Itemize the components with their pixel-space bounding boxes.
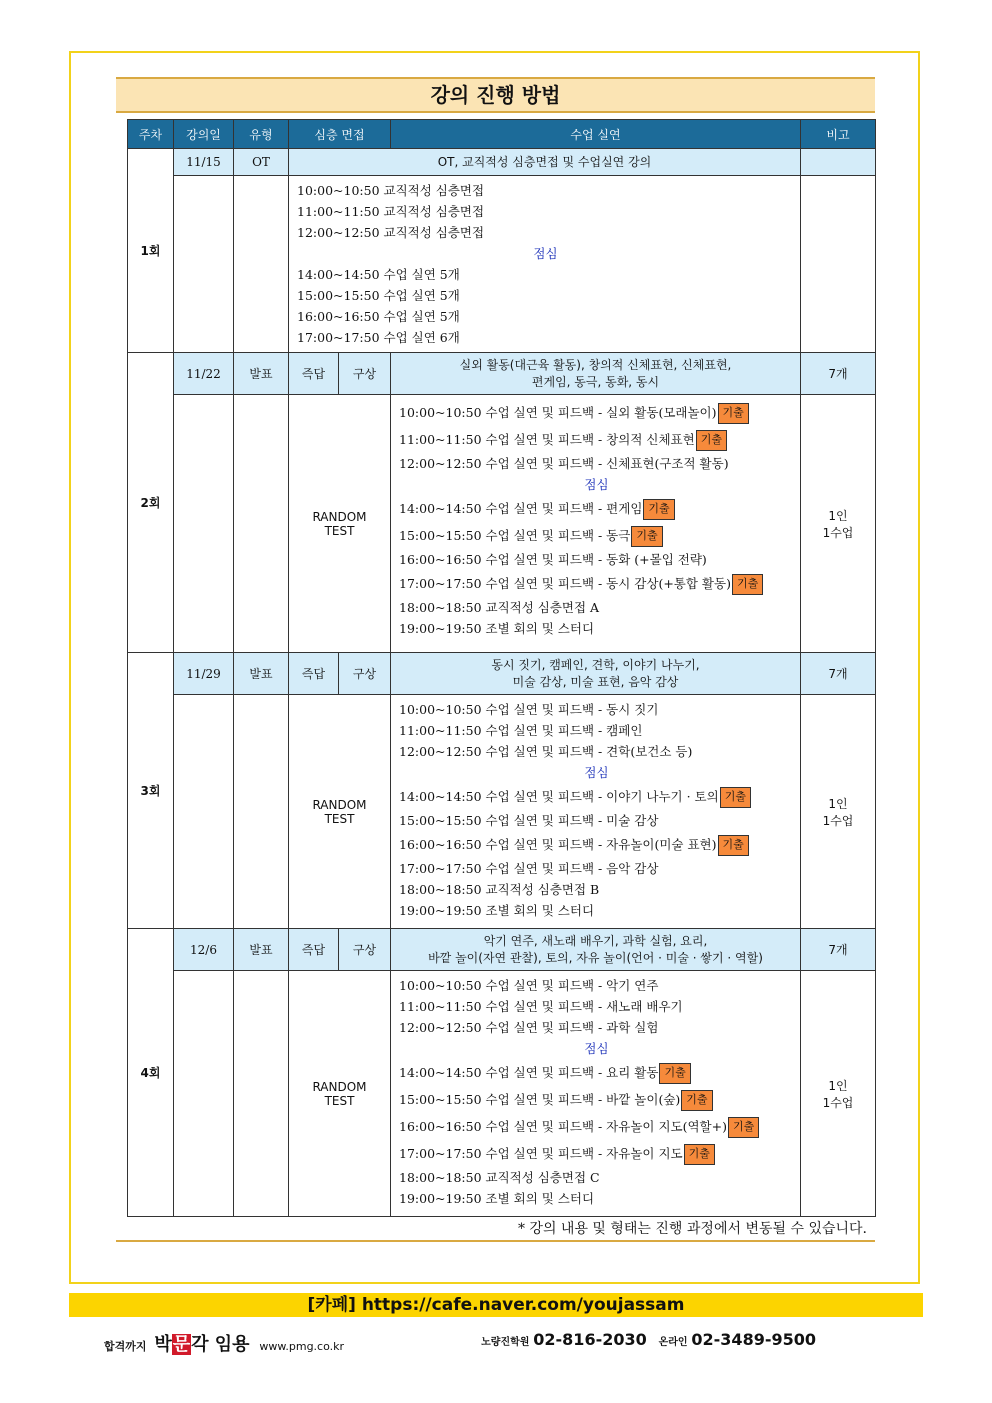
cafe-link[interactable]: [카페] https://cafe.naver.com/youjassam xyxy=(69,1293,923,1317)
empty-cell xyxy=(174,395,234,653)
exam-badge: 기출 xyxy=(718,403,749,424)
exam-badge: 기출 xyxy=(684,1144,715,1165)
note-cell xyxy=(801,395,876,653)
random-test-cell xyxy=(289,695,391,929)
schedule-line: 19:00~19:50 조별 회의 및 스터디 xyxy=(399,621,595,636)
schedule-line: 16:00~16:50 수업 실연 및 피드백 - 자유놀이(미술 표현) 기출 xyxy=(399,831,794,858)
schedule-line: 15:00~15:50 수업 실연 및 피드백 - 동극 기출 xyxy=(399,522,794,549)
footer xyxy=(104,1324,824,1354)
schedule-line: 15:00~15:50 수업 실연 5개 xyxy=(297,288,460,303)
note-cell xyxy=(801,149,876,176)
schedule-line: 11:00~11:50 수업 실연 및 피드백 - 창의적 신체표현 기출 xyxy=(399,426,794,453)
lunch-line: 점심 xyxy=(584,477,609,492)
header-week: 주차 xyxy=(128,120,174,149)
count-cell: 7개 xyxy=(801,929,876,971)
schedule-line: 11:00~11:50 교직적성 심층면접 xyxy=(297,204,485,219)
note-cell xyxy=(801,971,876,1217)
note-line: 1수업 xyxy=(822,525,854,540)
random-test-cell xyxy=(289,971,391,1217)
exam-badge: 기출 xyxy=(720,787,751,808)
lecture-date: 11/29 xyxy=(174,653,234,695)
schedule-line: 11:00~11:50 수업 실연 및 피드백 - 새노래 배우기 xyxy=(399,999,683,1014)
note-line: 1인 xyxy=(828,1078,848,1093)
test-label: TEST xyxy=(324,1093,355,1108)
week-label: 4회 xyxy=(128,929,174,1217)
exam-badge: 기출 xyxy=(681,1090,712,1111)
exam-badge: 기출 xyxy=(643,499,674,520)
phone-number: 02-816-2030 xyxy=(533,1330,647,1349)
lecture-date: 11/22 xyxy=(174,353,234,395)
empty-cell xyxy=(174,971,234,1217)
topic-line: 악기 연주, 새노래 배우기, 과학 실험, 요리, xyxy=(483,933,708,948)
note-cell xyxy=(801,176,876,353)
note-line: 1인 xyxy=(828,796,848,811)
topic-cell xyxy=(391,653,801,695)
schedule-line: 10:00~10:50 수업 실연 및 피드백 - 동시 짓기 xyxy=(399,702,659,717)
schedule-lines xyxy=(391,395,801,653)
empty-cell xyxy=(234,971,289,1217)
phone-number: 02-3489-9500 xyxy=(691,1330,816,1349)
schedule-line: 14:00~14:50 수업 실연 및 피드백 - 이야기 나누기 · 토의 기출 xyxy=(399,783,794,810)
header-note: 비고 xyxy=(801,120,876,149)
schedule-line: 11:00~11:50 수업 실연 및 피드백 - 캠페인 xyxy=(399,723,643,738)
lunch-line: 점심 xyxy=(584,765,609,780)
interview-immediate: 즉답 xyxy=(289,353,339,395)
topic-line: 동시 짓기, 캠페인, 견학, 이야기 나누기, xyxy=(491,657,700,672)
header-demo: 수업 실연 xyxy=(391,120,801,149)
brand-logo: 박문각 임용 xyxy=(154,1334,250,1355)
note-line: 1인 xyxy=(828,508,848,523)
test-label: TEST xyxy=(324,523,355,538)
topic-cell xyxy=(391,353,801,395)
contact-label: 노량진학원 xyxy=(481,1337,530,1348)
topic-cell: OT, 교직적성 심층면접 및 수업실연 강의 xyxy=(289,149,801,176)
lecture-type: 발표 xyxy=(234,929,289,971)
schedule-line: 17:00~17:50 수업 실연 및 피드백 - 자유놀이 지도 기출 xyxy=(399,1140,794,1167)
empty-cell xyxy=(174,176,234,353)
exam-badge: 기출 xyxy=(696,430,727,451)
footer-brand-area xyxy=(104,1330,344,1356)
topic-cell xyxy=(391,929,801,971)
empty-cell xyxy=(234,176,289,353)
lecture-type: 발표 xyxy=(234,353,289,395)
interview-immediate: 즉답 xyxy=(289,929,339,971)
empty-cell xyxy=(174,695,234,929)
week-label: 1회 xyxy=(128,149,174,353)
schedule-line: 18:00~18:50 교직적성 심층면접 B xyxy=(399,882,600,897)
week1-topic-row xyxy=(128,149,876,176)
schedule-line: 14:00~14:50 수업 실연 및 피드백 - 요리 활동 기출 xyxy=(399,1059,794,1086)
week2-detail-row xyxy=(128,395,876,653)
week-label: 2회 xyxy=(128,353,174,653)
empty-cell xyxy=(234,395,289,653)
count-cell: 7개 xyxy=(801,353,876,395)
schedule-line: 14:00~14:50 수업 실연 및 피드백 - 편게임 기출 xyxy=(399,495,794,522)
contact-label: 온라인 xyxy=(658,1337,688,1348)
lecture-type: OT xyxy=(234,149,289,176)
exam-badge: 기출 xyxy=(659,1063,690,1084)
footnote: * 강의 내용 및 형태는 진행 과정에서 변동될 수 있습니다. xyxy=(517,1221,867,1237)
divider xyxy=(116,1240,875,1242)
schedule-lines xyxy=(391,971,801,1217)
topic-line: 바깥 놀이(자연 관찰), 토의, 자유 놀이(언어 · 미술 · 쌓기 · 역할) xyxy=(428,950,763,965)
header-date: 강의일 xyxy=(174,120,234,149)
note-cell xyxy=(801,695,876,929)
week3-detail-row xyxy=(128,695,876,929)
test-label: TEST xyxy=(324,811,355,826)
topic-line: 실외 활동(대근육 활동), 창의적 신체표현, 신체표현, xyxy=(459,357,732,372)
schedule-line: 17:00~17:50 수업 실연 6개 xyxy=(297,330,460,345)
schedule-line: 18:00~18:50 교직적성 심층면접 A xyxy=(399,600,600,615)
week1-detail-row xyxy=(128,176,876,353)
schedule-line: 10:00~10:50 교직적성 심층면접 xyxy=(297,183,485,198)
random-test-cell xyxy=(289,395,391,653)
interview-planned: 구상 xyxy=(339,653,391,695)
slogan: 합격까지 xyxy=(104,1340,147,1353)
schedule-line: 12:00~12:50 교직적성 심층면접 xyxy=(297,225,485,240)
lunch-line: 점심 xyxy=(533,246,558,261)
interview-planned: 구상 xyxy=(339,929,391,971)
schedule-line: 16:00~16:50 수업 실연 및 피드백 - 자유놀이 지도(역할+) 기출 xyxy=(399,1113,794,1140)
schedule-line: 17:00~17:50 수업 실연 및 피드백 - 음악 감상 xyxy=(399,861,659,876)
schedule-line: 15:00~15:50 수업 실연 및 피드백 - 미술 감상 xyxy=(399,813,659,828)
note-line: 1수업 xyxy=(822,1095,854,1110)
random-label: RANDOM xyxy=(312,1079,367,1094)
week4-detail-row xyxy=(128,971,876,1217)
note-line: 1수업 xyxy=(822,813,854,828)
schedule-line: 12:00~12:50 수업 실연 및 피드백 - 신체표현(구조적 활동) xyxy=(399,456,729,471)
empty-cell xyxy=(234,695,289,929)
schedule-line: 16:00~16:50 수업 실연 및 피드백 - 동화 (+몰입 전략) xyxy=(399,552,707,567)
interview-planned: 구상 xyxy=(339,353,391,395)
exam-badge: 기출 xyxy=(728,1117,759,1138)
schedule-line: 12:00~12:50 수업 실연 및 피드백 - 과학 실험 xyxy=(399,1020,659,1035)
schedule-table xyxy=(127,119,876,1217)
exam-badge: 기출 xyxy=(718,835,749,856)
schedule-line: 19:00~19:50 조별 회의 및 스터디 xyxy=(399,903,595,918)
random-label: RANDOM xyxy=(312,509,367,524)
week4-topic-row xyxy=(128,929,876,971)
header-interview: 심층 면접 xyxy=(289,120,391,149)
lecture-date: 11/15 xyxy=(174,149,234,176)
schedule-line: 19:00~19:50 조별 회의 및 스터디 xyxy=(399,1191,595,1206)
schedule-lines xyxy=(289,176,801,353)
header-type: 유형 xyxy=(234,120,289,149)
week-label: 3회 xyxy=(128,653,174,929)
schedule-line: 17:00~17:50 수업 실연 및 피드백 - 동시 감상(+통합 활동) 기출 xyxy=(399,570,794,597)
random-label: RANDOM xyxy=(312,797,367,812)
topic-line: 편게임, 동극, 동화, 동시 xyxy=(531,374,660,389)
schedule-line: 14:00~14:50 수업 실연 5개 xyxy=(297,267,460,282)
week3-topic-row xyxy=(128,653,876,695)
lecture-type: 발표 xyxy=(234,653,289,695)
exam-badge: 기출 xyxy=(631,526,662,547)
schedule-line: 10:00~10:50 수업 실연 및 피드백 - 악기 연주 xyxy=(399,978,659,993)
table-header-row xyxy=(128,120,876,149)
interview-immediate: 즉답 xyxy=(289,653,339,695)
schedule-line: 16:00~16:50 수업 실연 5개 xyxy=(297,309,460,324)
footer-contact xyxy=(481,1330,824,1349)
count-cell: 7개 xyxy=(801,653,876,695)
topic-line: 미술 감상, 미술 표현, 음악 감상 xyxy=(512,674,679,689)
page-title: 강의 진행 방법 xyxy=(116,77,875,113)
website-link[interactable]: www.pmg.co.kr xyxy=(259,1340,345,1353)
lecture-date: 12/6 xyxy=(174,929,234,971)
week2-topic-row xyxy=(128,353,876,395)
exam-badge: 기출 xyxy=(732,574,763,595)
schedule-line: 15:00~15:50 수업 실연 및 피드백 - 바깥 놀이(숲) 기출 xyxy=(399,1086,794,1113)
lunch-line: 점심 xyxy=(584,1041,609,1056)
schedule-lines xyxy=(391,695,801,929)
schedule-line: 12:00~12:50 수업 실연 및 피드백 - 견학(보건소 등) xyxy=(399,744,693,759)
schedule-line: 18:00~18:50 교직적성 심층면접 C xyxy=(399,1170,600,1185)
schedule-line: 10:00~10:50 수업 실연 및 피드백 - 실외 활동(모래놀이) 기출 xyxy=(399,399,794,426)
